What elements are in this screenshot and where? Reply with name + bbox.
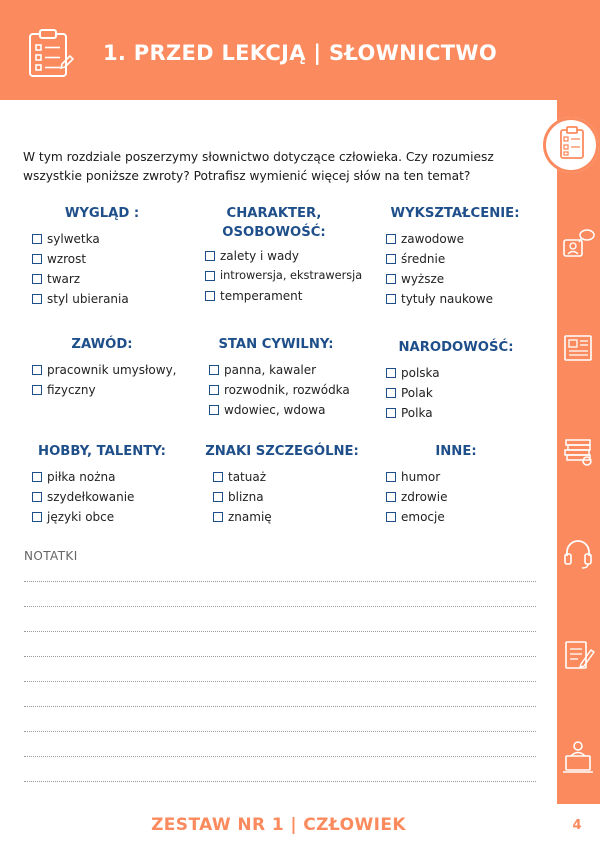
list-item[interactable]: znamię	[213, 507, 272, 527]
checkbox[interactable]	[32, 254, 42, 264]
checkbox[interactable]	[209, 365, 219, 375]
list-item[interactable]: piłka nożna	[32, 467, 134, 487]
list-item[interactable]: temperament	[205, 286, 362, 306]
list-item[interactable]: styl ubierania	[32, 289, 129, 309]
note-line[interactable]	[24, 731, 536, 732]
writing-pad-icon[interactable]	[561, 634, 597, 674]
note-line[interactable]	[24, 631, 536, 632]
list-item[interactable]: tytuły naukowe	[386, 289, 493, 309]
section-heading-inne: INNE:	[435, 444, 477, 459]
checkbox[interactable]	[386, 512, 396, 522]
section-heading-stan-cywilny: STAN CYWILNY:	[218, 337, 334, 352]
checkbox[interactable]	[32, 492, 42, 502]
list-item[interactable]: rozwodnik, rozwódka	[209, 380, 350, 400]
section-list-znaki-szczegolne	[213, 467, 272, 527]
footer-title: ZESTAW NR 1 | CZŁOWIEK	[151, 815, 406, 835]
checkbox[interactable]	[386, 294, 396, 304]
list-item[interactable]: szydełkowanie	[32, 487, 134, 507]
clipboard-checklist-icon	[24, 26, 74, 78]
list-item[interactable]: introwersja, ekstrawersja	[205, 266, 362, 286]
checkbox[interactable]	[205, 271, 215, 281]
checkbox[interactable]	[386, 368, 396, 378]
notes-label: NOTATKI	[24, 549, 78, 563]
checkbox[interactable]	[209, 385, 219, 395]
note-line[interactable]	[24, 756, 536, 757]
checkbox[interactable]	[209, 405, 219, 415]
checkbox[interactable]	[205, 291, 215, 301]
list-item[interactable]: fizyczny	[32, 380, 177, 400]
newspaper-icon[interactable]	[561, 328, 597, 368]
checkbox[interactable]	[386, 388, 396, 398]
note-line[interactable]	[24, 781, 536, 782]
checkbox[interactable]	[213, 492, 223, 502]
clipboard-checklist-icon[interactable]	[553, 124, 589, 164]
list-item[interactable]: zalety i wady	[205, 246, 362, 266]
page-title: 1. PRZED LEKCJĄ | SŁOWNICTWO	[103, 41, 498, 65]
list-item[interactable]: pracownik umysłowy,	[32, 360, 177, 380]
section-heading-wyglad: WYGLĄD :	[64, 206, 140, 221]
list-item[interactable]: zdrowie	[386, 487, 447, 507]
checkbox[interactable]	[386, 492, 396, 502]
checkbox[interactable]	[213, 512, 223, 522]
section-list-narodowosc	[386, 363, 440, 423]
list-item[interactable]: Polak	[386, 383, 440, 403]
list-item[interactable]: średnie	[386, 249, 493, 269]
section-heading-wyksztalcenie: WYKSZTAŁCENIE:	[390, 206, 520, 221]
list-item[interactable]: wyższe	[386, 269, 493, 289]
section-heading-hobby: HOBBY, TALENTY:	[38, 444, 166, 459]
page-number: 4	[572, 818, 582, 833]
section-heading-znaki-szczegolne: ZNAKI SZCZEGÓLNE:	[205, 444, 359, 459]
section-list-zawod	[32, 360, 177, 400]
section-heading-narodowosc: NARODOWOŚĆ:	[398, 340, 514, 355]
speech-bubbles-icon[interactable]	[560, 226, 596, 266]
list-item[interactable]: wdowiec, wdowa	[209, 400, 350, 420]
list-item[interactable]: emocje	[386, 507, 447, 527]
section-list-wyglad	[32, 229, 129, 309]
list-item[interactable]: blizna	[213, 487, 272, 507]
checkbox[interactable]	[32, 365, 42, 375]
section-list-charakter	[205, 246, 362, 306]
checkbox[interactable]	[386, 254, 396, 264]
list-item[interactable]: twarz	[32, 269, 129, 289]
checkbox[interactable]	[386, 472, 396, 482]
section-list-wyksztalcenie	[386, 229, 493, 309]
checkbox[interactable]	[213, 472, 223, 482]
list-item[interactable]: polska	[386, 363, 440, 383]
checkbox[interactable]	[386, 234, 396, 244]
note-line[interactable]	[24, 681, 536, 682]
checkbox[interactable]	[32, 385, 42, 395]
checkbox[interactable]	[32, 294, 42, 304]
books-icon[interactable]	[561, 430, 597, 470]
intro-paragraph: W tym rozdziale poszerzymy słownictwo dotyczące człowieka. Czy rozumiesz wszystkie poniższe zwroty? Potrafisz wymienić więcej słów na ten temat?	[23, 150, 494, 183]
note-line[interactable]	[24, 656, 536, 657]
headphones-icon[interactable]	[561, 532, 597, 572]
note-line[interactable]	[24, 706, 536, 707]
section-list-hobby	[32, 467, 134, 527]
checkbox[interactable]	[32, 274, 42, 284]
checkbox[interactable]	[205, 251, 215, 261]
list-item[interactable]: Polka	[386, 403, 440, 423]
checkbox[interactable]	[386, 274, 396, 284]
section-heading-zawod: ZAWÓD:	[71, 337, 133, 352]
section-list-stan-cywilny	[209, 360, 350, 420]
list-item[interactable]: wzrost	[32, 249, 129, 269]
computer-user-icon[interactable]	[561, 736, 597, 776]
list-item[interactable]: panna, kawaler	[209, 360, 350, 380]
note-line[interactable]	[24, 581, 536, 582]
header-band	[0, 0, 600, 100]
note-line[interactable]	[24, 606, 536, 607]
checkbox[interactable]	[32, 234, 42, 244]
checkbox[interactable]	[32, 512, 42, 522]
list-item[interactable]: języki obce	[32, 507, 134, 527]
list-item[interactable]: tatuaż	[213, 467, 272, 487]
list-item[interactable]: zawodowe	[386, 229, 493, 249]
checkbox[interactable]	[32, 472, 42, 482]
section-heading-charakter: CHARAKTER, OSOBOWOŚĆ:	[222, 206, 326, 240]
section-list-inne	[386, 467, 447, 527]
list-item[interactable]: sylwetka	[32, 229, 129, 249]
list-item[interactable]: humor	[386, 467, 447, 487]
checkbox[interactable]	[386, 408, 396, 418]
